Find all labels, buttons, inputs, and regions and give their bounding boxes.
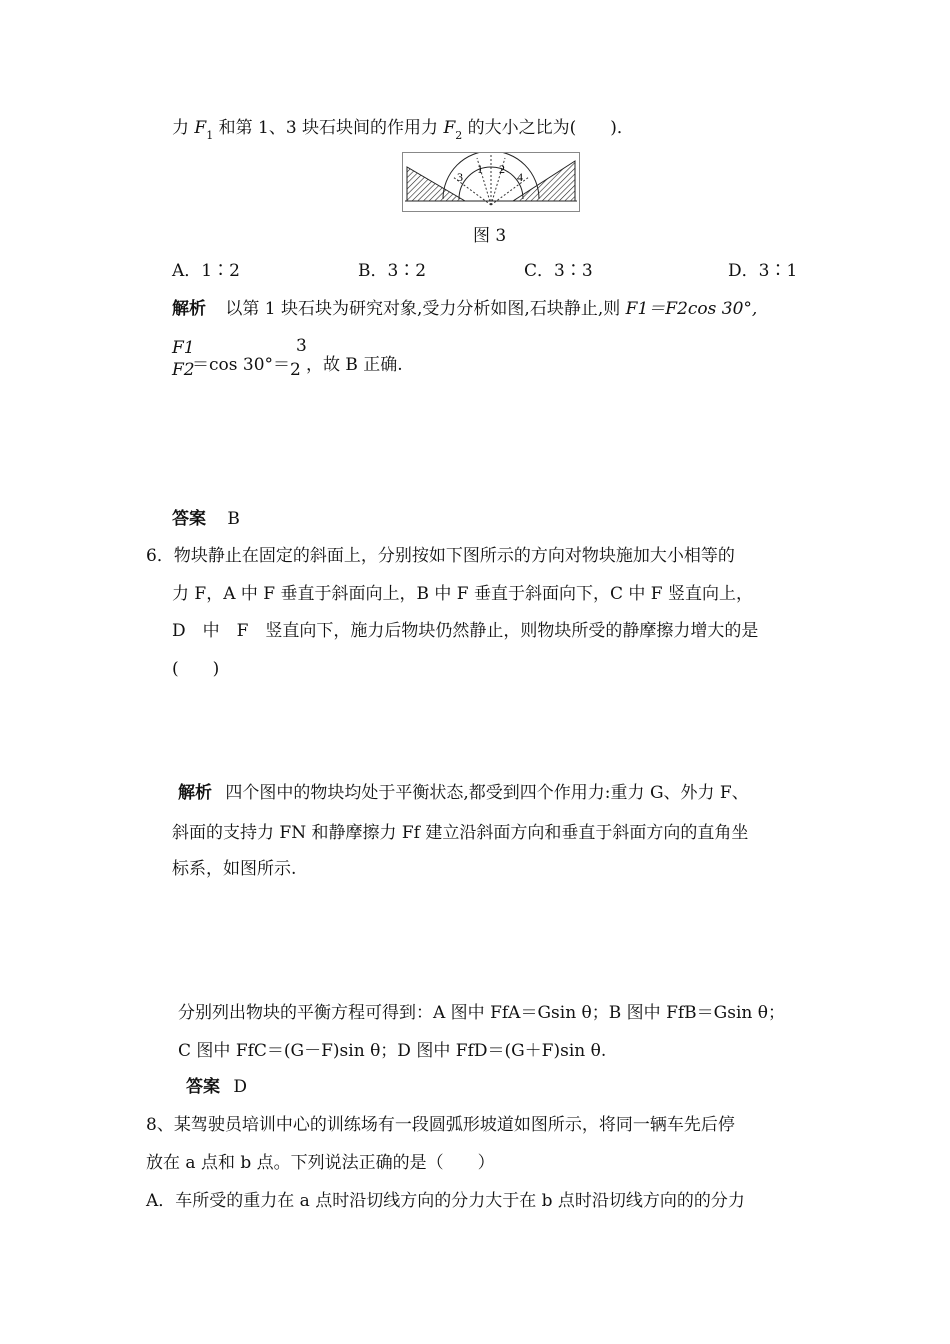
stone-label-2: 2: [499, 162, 505, 176]
q6-analysis-label: 解析: [178, 783, 212, 803]
q6-line-2: 力 F，A 中 F 垂直于斜面向上，B 中 F 垂直于斜面向下，C 中 F 竖直向上，: [172, 584, 753, 604]
q5-option-a: A．1∶2: [172, 261, 240, 281]
q5-answer: [172, 508, 240, 530]
q6-line-4: ( ): [172, 659, 220, 679]
q5-f2: F: [443, 118, 456, 138]
q5-analysis-line: [172, 298, 757, 320]
q6-line-3: D 中 F 竖直向下，施力后物块仍然静止，则物块所受的静摩擦力增大的是: [172, 621, 759, 641]
stone-arch-figure: [402, 152, 580, 212]
q5-option-b: B．3∶2: [358, 261, 427, 281]
stone-label-4: 4: [517, 170, 523, 184]
q5-option-c: C．3∶3: [524, 261, 593, 281]
q5-text-b: 和第 1、3 块石块间的作用力: [213, 118, 444, 138]
q6-equation-line-2: C 图中 FfC＝(G－F)sin θ；D 图中 FfD＝(G＋F)sin θ.: [178, 1041, 607, 1061]
q6-line-1: 6．物块静止在固定的斜面上，分别按如下图所示的方向对物块施加大小相等的: [146, 546, 735, 566]
q6-answer: [186, 1076, 247, 1098]
stone-label-3: 3: [457, 170, 463, 184]
q5-f2-sub: 2: [455, 129, 463, 142]
q8-option-a: A．车所受的重力在 a 点时沿切线方向的分力大于在 b 点时沿切线方向的的分力: [146, 1191, 745, 1211]
q6-analysis-text-1: 四个图中的物块均处于平衡状态,都受到四个作用力:重力 G、外力 F、: [225, 783, 749, 803]
ratio-den-text: F2: [172, 360, 195, 380]
q5-answer-value: B: [227, 509, 240, 529]
q6-analysis-line-2: 斜面的支持力 FN 和静摩擦力 Ff 建立沿斜面方向和垂直于斜面方向的直角坐: [172, 823, 749, 843]
q6-analysis-line-3: 标系，如图所示.: [172, 859, 297, 879]
q5-f1: F: [194, 118, 207, 138]
q6-equation-line-1: 分别列出物块的平衡方程可得到：A 图中 FfA＝Gsin θ；B 图中 FfB＝Gsin θ；: [178, 1003, 785, 1023]
sqrt-numerator: 3: [296, 336, 307, 356]
figure-caption: 图 3: [473, 226, 507, 246]
ratio-tail: ，故 B 正确.: [306, 355, 403, 375]
q5-f1-sub: 1: [206, 129, 214, 142]
q5-text-c: 的大小之比为( )．: [462, 118, 634, 138]
q5-analysis-eq: F1＝F2cos 30°,: [625, 299, 758, 319]
q5-stem-line: [172, 117, 634, 141]
q5-text-a: 力: [172, 118, 195, 138]
q8-line-2: 放在 a 点和 b 点。下列说法正确的是（ ）: [146, 1153, 495, 1173]
q5-answer-label: 答案: [172, 509, 206, 529]
q6-answer-label: 答案: [186, 1077, 220, 1097]
q5-analysis-label: 解析: [172, 299, 206, 319]
q5-analysis-text: 以第 1 块石块为研究对象,受力分析如图,石块静止,则: [225, 299, 626, 319]
sqrt-denominator: 2: [290, 360, 301, 380]
stone-label-1: 1: [477, 162, 483, 176]
ratio-equation: [192, 350, 290, 375]
q8-line-1: 8、某驾驶员培训中心的训练场有一段圆弧形坡道如图所示，将同一辆车先后停: [146, 1115, 735, 1135]
ratio-num-text: F1: [172, 338, 195, 358]
q5-option-d: D．3∶1: [728, 261, 798, 281]
q6-analysis-line-1: [178, 782, 749, 804]
q6-answer-value: D: [233, 1077, 248, 1097]
ratio-rest: ＝cos 30°＝: [192, 355, 291, 375]
